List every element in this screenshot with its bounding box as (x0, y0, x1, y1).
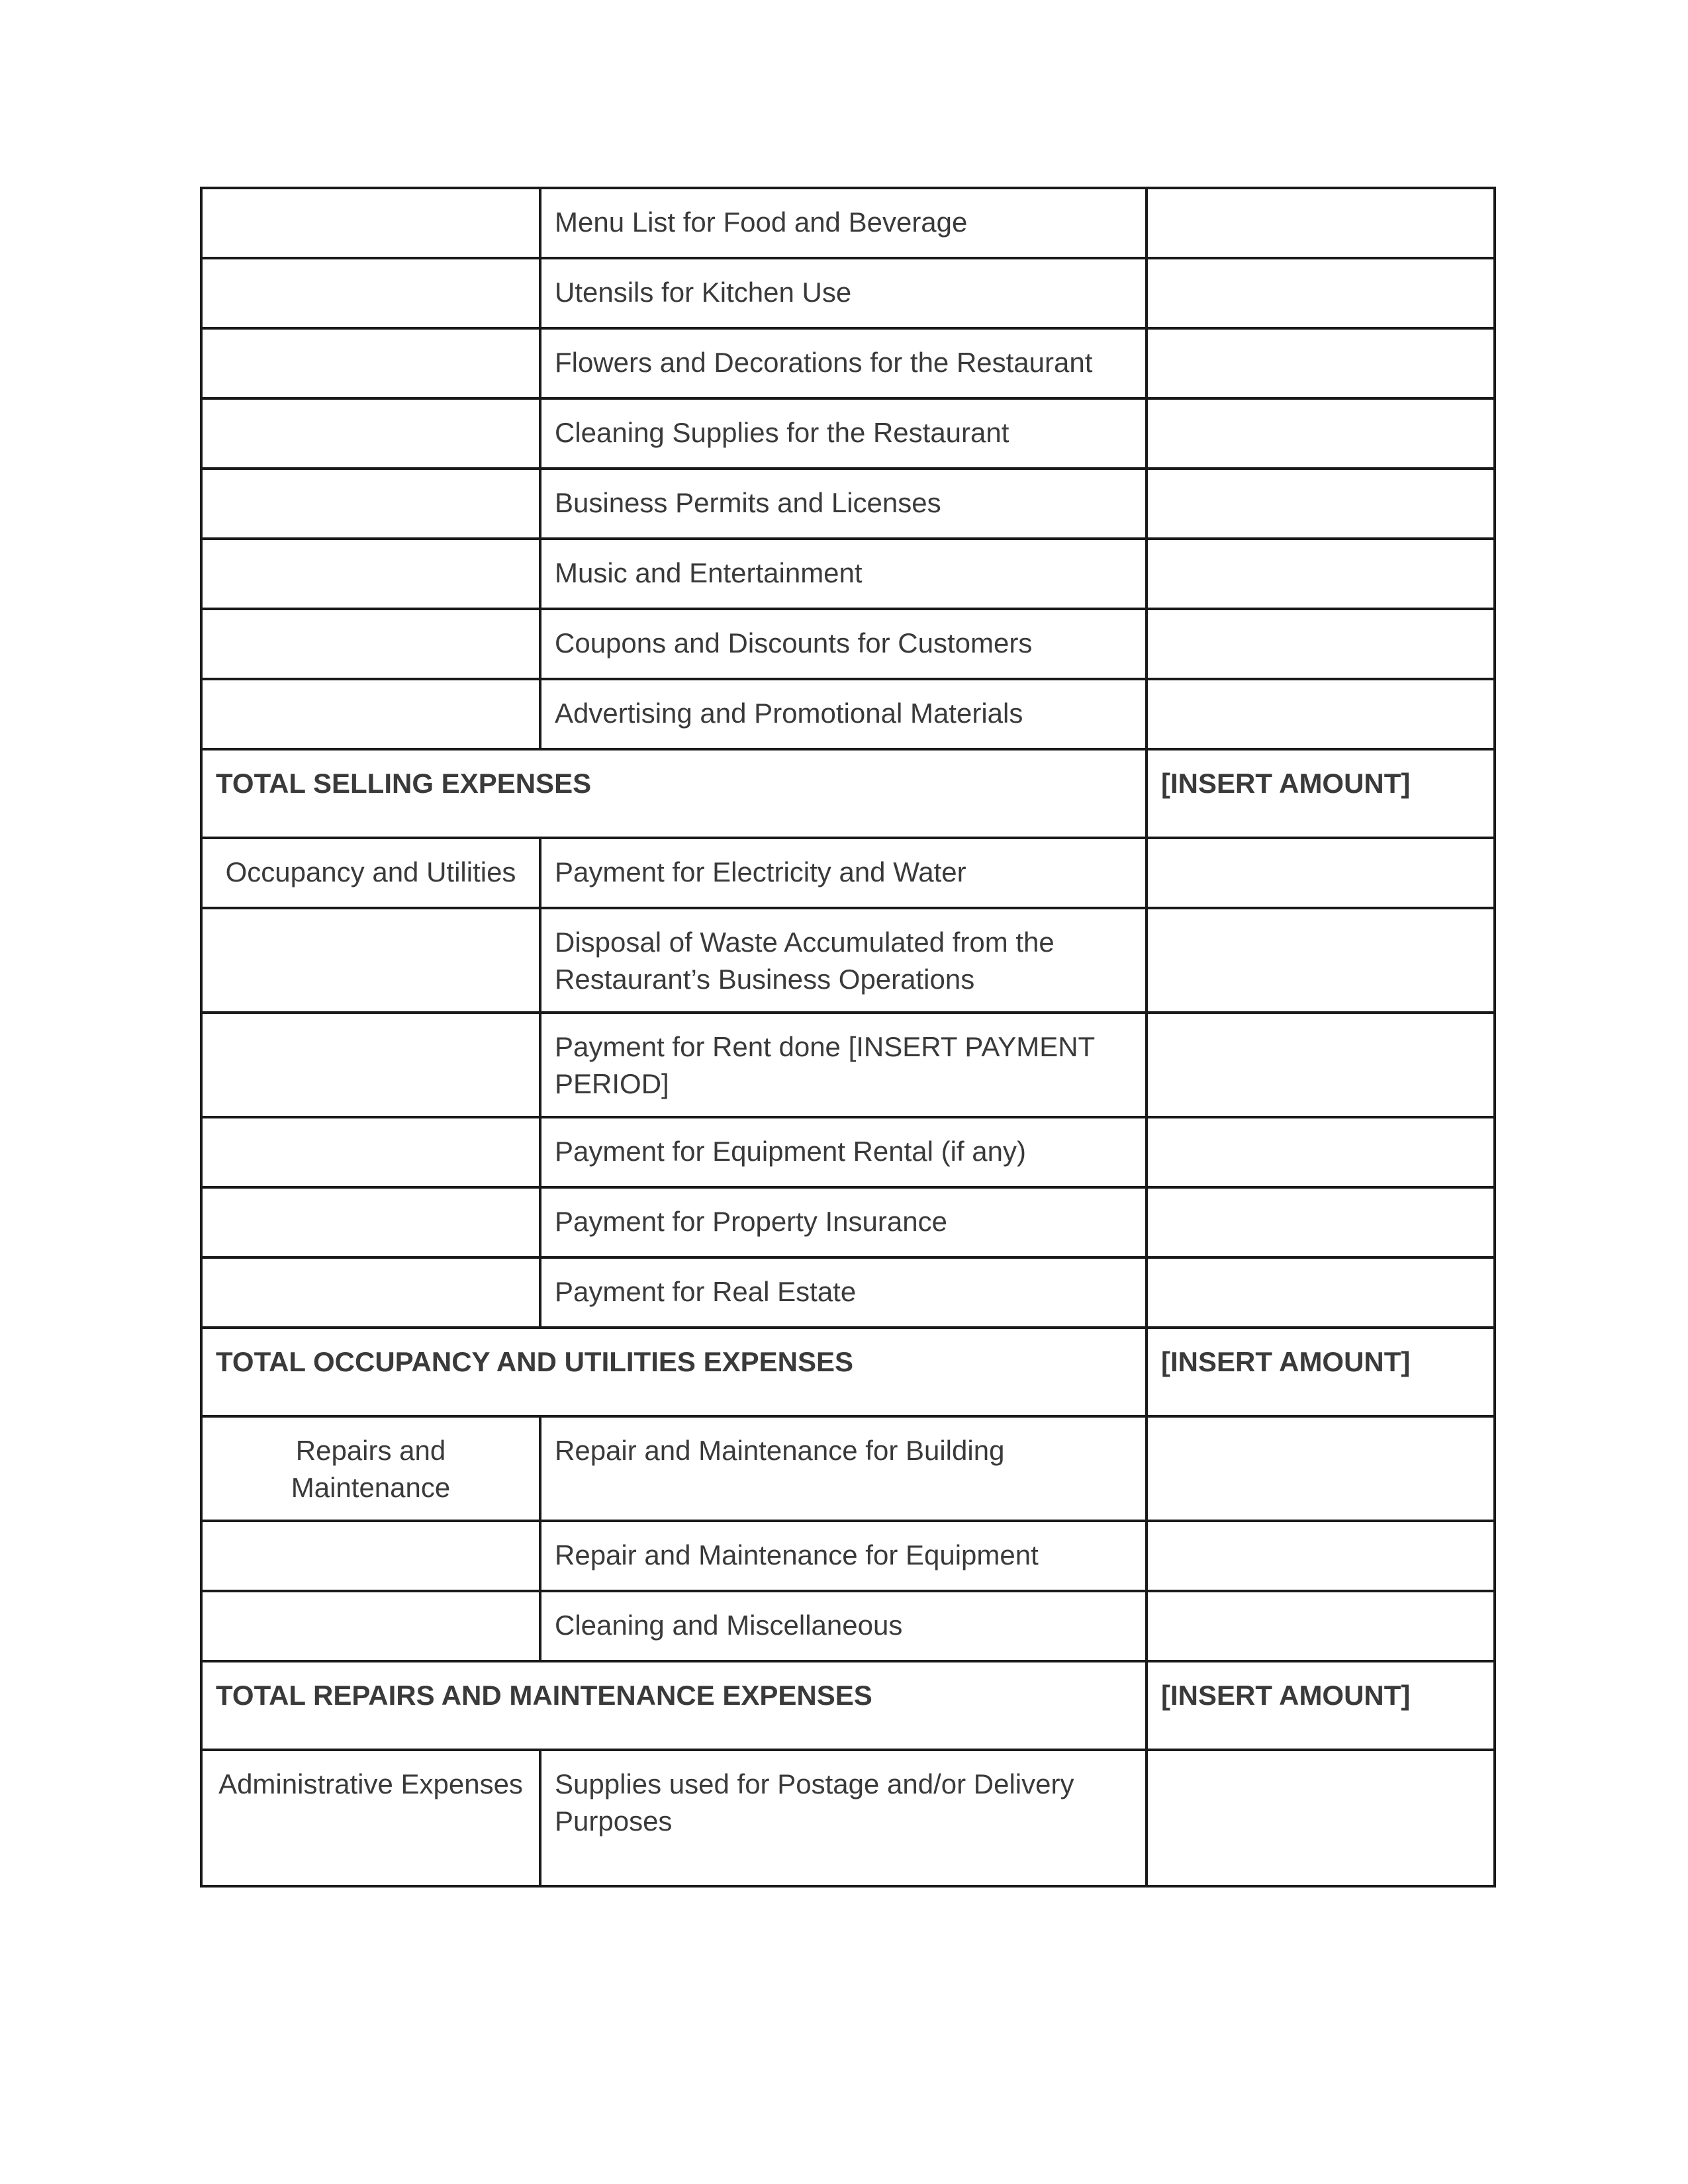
total-row-occupancy (201, 1328, 1495, 1416)
expense-item-cell: Payment for Real Estate (540, 1257, 1147, 1328)
expense-item-cell: Flowers and Decorations for the Restaurant (540, 328, 1147, 398)
table-row (201, 469, 1495, 539)
table-row (201, 838, 1495, 908)
amount-cell (1147, 1521, 1495, 1591)
table-row (201, 1117, 1495, 1187)
expense-item-cell: Supplies used for Postage and/or Delivery Purposes (540, 1750, 1147, 1886)
table-row (201, 1521, 1495, 1591)
amount-cell (1147, 539, 1495, 609)
expense-item-cell: Cleaning and Miscellaneous (540, 1591, 1147, 1661)
amount-cell (1147, 679, 1495, 749)
category-cell (201, 1591, 540, 1661)
category-cell (201, 1013, 540, 1117)
table-row (201, 258, 1495, 328)
total-label: TOTAL OCCUPANCY AND UTILITIES EXPENSES (201, 1328, 1147, 1416)
amount-cell (1147, 1117, 1495, 1187)
category-cell (201, 609, 540, 679)
total-row-repairs (201, 1661, 1495, 1750)
total-amount: [INSERT AMOUNT] (1147, 749, 1495, 838)
expense-item-cell: Repair and Maintenance for Equipment (540, 1521, 1147, 1591)
expense-item-cell: Disposal of Waste Accumulated from the Restaurant’s Business Operations (540, 908, 1147, 1013)
category-cell (201, 539, 540, 609)
amount-cell (1147, 258, 1495, 328)
amount-cell (1147, 908, 1495, 1013)
table-row (201, 1416, 1495, 1521)
amount-cell (1147, 838, 1495, 908)
expense-item-cell: Cleaning Supplies for the Restaurant (540, 398, 1147, 469)
expense-item-cell: Payment for Property Insurance (540, 1187, 1147, 1257)
table-row (201, 908, 1495, 1013)
amount-cell (1147, 1750, 1495, 1886)
category-cell (201, 398, 540, 469)
table-row (201, 1257, 1495, 1328)
table-row (201, 1591, 1495, 1661)
table-row (201, 679, 1495, 749)
category-cell (201, 1257, 540, 1328)
category-cell: Repairs and Maintenance (201, 1416, 540, 1521)
expense-item-cell: Payment for Equipment Rental (if any) (540, 1117, 1147, 1187)
category-cell (201, 258, 540, 328)
expense-item-cell: Payment for Rent done [INSERT PAYMENT PERIOD] (540, 1013, 1147, 1117)
table-row (201, 1013, 1495, 1117)
expense-item-cell: Payment for Electricity and Water (540, 838, 1147, 908)
total-row-selling (201, 749, 1495, 838)
category-cell (201, 188, 540, 258)
category-cell (201, 328, 540, 398)
amount-cell (1147, 1591, 1495, 1661)
expense-item-cell: Advertising and Promotional Materials (540, 679, 1147, 749)
category-cell (201, 1521, 540, 1591)
table-row (201, 1187, 1495, 1257)
table-row (201, 328, 1495, 398)
category-cell (201, 469, 540, 539)
amount-cell (1147, 398, 1495, 469)
category-cell (201, 1117, 540, 1187)
amount-cell (1147, 469, 1495, 539)
total-amount: [INSERT AMOUNT] (1147, 1661, 1495, 1750)
table-row (201, 539, 1495, 609)
table-row (201, 398, 1495, 469)
expense-item-cell: Coupons and Discounts for Customers (540, 609, 1147, 679)
expense-item-cell: Business Permits and Licenses (540, 469, 1147, 539)
amount-cell (1147, 609, 1495, 679)
expense-item-cell: Menu List for Food and Beverage (540, 188, 1147, 258)
amount-cell (1147, 328, 1495, 398)
category-cell (201, 679, 540, 749)
expense-item-cell: Music and Entertainment (540, 539, 1147, 609)
total-amount: [INSERT AMOUNT] (1147, 1328, 1495, 1416)
table-row (201, 188, 1495, 258)
category-cell: Administrative Expenses (201, 1750, 540, 1886)
expenses-table (200, 187, 1496, 1888)
amount-cell (1147, 1257, 1495, 1328)
amount-cell (1147, 1416, 1495, 1521)
table-row (201, 1750, 1495, 1886)
category-cell (201, 908, 540, 1013)
amount-cell (1147, 1013, 1495, 1117)
table-row (201, 609, 1495, 679)
total-label: TOTAL SELLING EXPENSES (201, 749, 1147, 838)
category-cell: Occupancy and Utilities (201, 838, 540, 908)
expense-item-cell: Utensils for Kitchen Use (540, 258, 1147, 328)
amount-cell (1147, 188, 1495, 258)
total-label: TOTAL REPAIRS AND MAINTENANCE EXPENSES (201, 1661, 1147, 1750)
amount-cell (1147, 1187, 1495, 1257)
category-cell (201, 1187, 540, 1257)
expense-item-cell: Repair and Maintenance for Building (540, 1416, 1147, 1521)
